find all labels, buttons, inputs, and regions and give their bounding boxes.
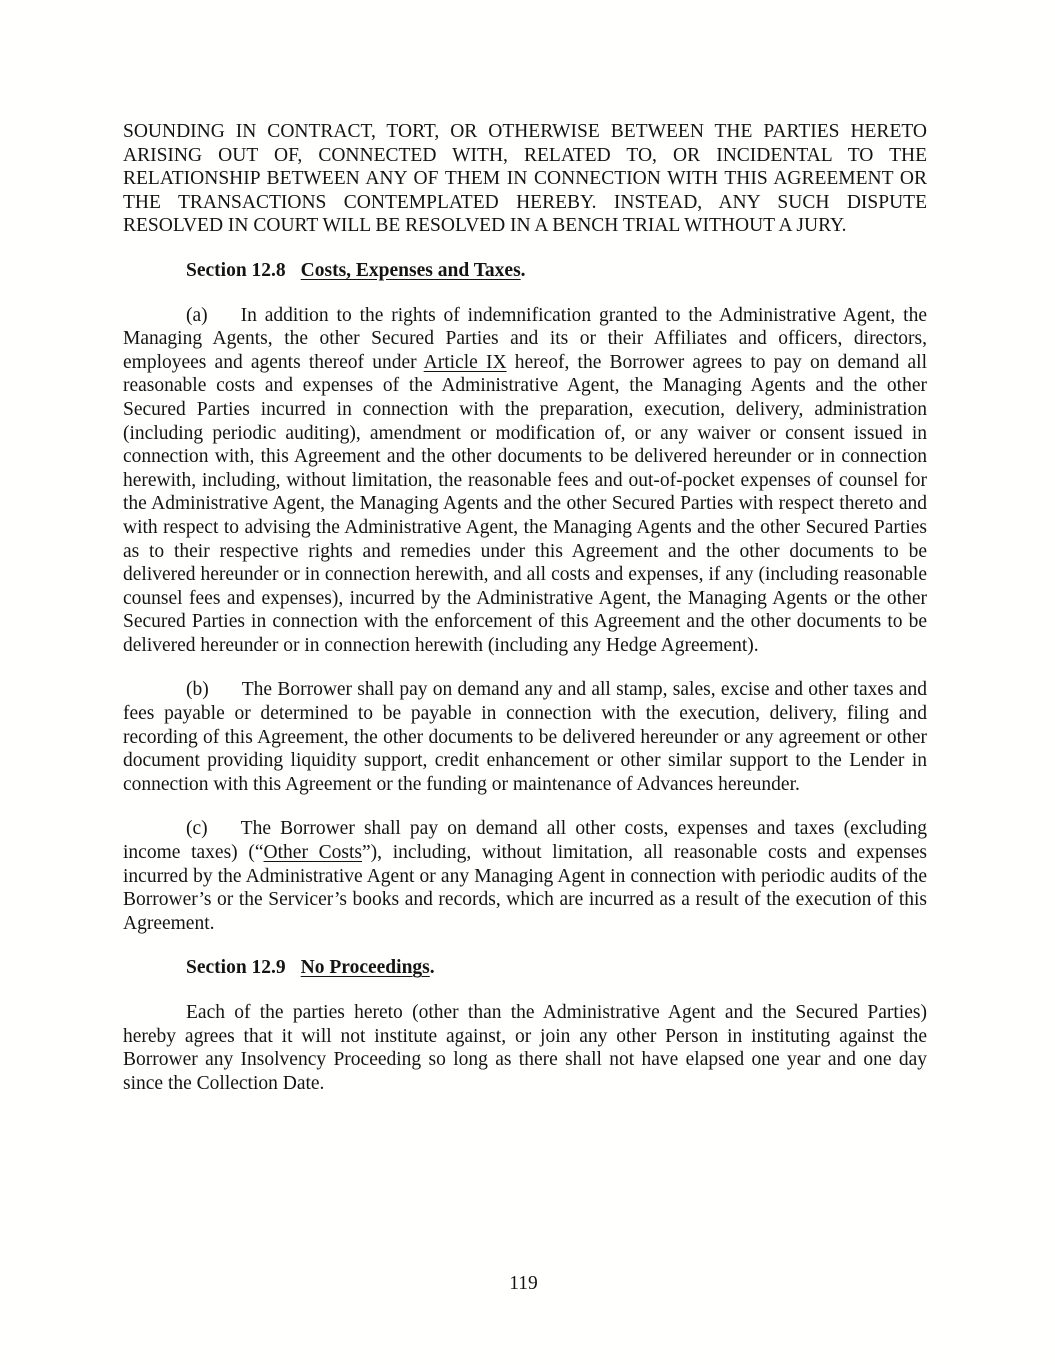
section-12-9-heading [123,956,927,980]
section-12-9-period: . [429,957,435,979]
paragraph-jury-waiver: SOUNDING IN CONTRACT, TORT, OR OTHERWISE BETWEEN THE PARTIES HERETO ARISING OUT OF, CONNECTED WITH, RELATED TO, OR INCIDENTAL TO THE RELATIONSHIP BETWEEN ANY OF THEM IN CONNECTION WITH THIS AGREEMENT OR THE TRANSACTIONS CONTEMPLATED HEREBY. INSTEAD, ANY SUCH DISPUTE RESOLVED IN COURT WILL BE RESOLVED IN A BENCH TRIAL WITHOUT A JURY. [123,121,927,237]
paragraph-other-costs-c [123,817,927,935]
section-12-8-heading [123,259,927,283]
other-costs-defined-term: Other Costs [263,842,363,864]
section-12-8-title: Costs, Expenses and Taxes [300,259,521,281]
section-12-8-period: . [520,259,526,281]
paragraph-no-proceedings: Each of the parties hereto (other than the Administrative Agent and the Secured Parties) hereby agrees that it will not institute against, or join any other Person in instituting against the Borrower any Insolvency Proceeding so long as there shall not have elapsed one year and one day since the Collection Date. [123,1002,927,1094]
paragraph-b-text: The Borrower shall pay on demand any and all stamp, sales, excise and other taxes and fees payable or determined to be payable in connection with the execution, delivery, filing and recording of this Agreement, the other documents to be delivered hereunder or any agreement or other document providing liquidity support, credit enhancement or other similar support to the Lender in connection with this Agreement or the funding or maintenance of Advances hereunder. [123,679,927,795]
paragraph-costs-a [123,304,927,658]
page-number: 119 [509,1273,538,1294]
paragraph-taxes-b [123,678,927,796]
section-12-9-label: Section 12.9 [186,957,286,979]
paragraph-c-text-before-term: The Borrower shall pay on demand all other costs, expenses and taxes (excluding income taxes) (“ [123,818,927,864]
paragraph-a-text-after-ref: hereof, the Borrower agrees to pay on demand all reasonable costs and expenses of the Administrative Agent, the Managing Agents and the other Secured Parties incurred in connection with the preparation, execution, delivery, administration (including periodic auditing), amendment or modification of, or any waiver or consent issued in connection with, this Agreement and the other documents to be delivered hereunder or in connection herewith, including, without limitation, the reasonable fees and out-of-pocket expenses of counsel for the Administrative Agent, the Managing Agents and the other Secured Parties with respect thereto and with respect to advising the Administrative Agent, the Managing Agents and the other Secured Parties as to their respective rights and remedies under this Agreement and the other documents to be delivered hereunder or in connection herewith, and all costs and expenses, if any (including reasonable counsel fees and expenses), incurred by the Administrative Agent, the Managing Agents or the other Secured Parties in connection with the enforcement of this Agreement and the other documents to be delivered hereunder or in connection herewith (including any Hedge Agreement). [123,351,927,656]
paragraph-c-label: (c) [186,818,208,840]
paragraph-a-label: (a) [186,304,208,326]
paragraph-c-text-after-term: ”), including, without limitation, all reasonable costs and expenses incurred by the Administrative Agent or any Managing Agent in connection with periodic audits of the Borrower’s or the Servicer’s books and records, which are incurred as a result of the execution of this Agreement. [123,842,927,934]
paragraph-b-label: (b) [186,679,209,701]
paragraph-a-text-before-ref: In addition to the rights of indemnification granted to the Administrative Agent, the Managing Agents, the other Secured Parties and its or their Affiliates and officers, directors, employees and agents thereof under [123,304,927,373]
article-ix-reference: Article IX [423,351,507,373]
section-12-8-label: Section 12.8 [186,259,286,281]
section-12-9-title: No Proceedings [300,957,430,979]
